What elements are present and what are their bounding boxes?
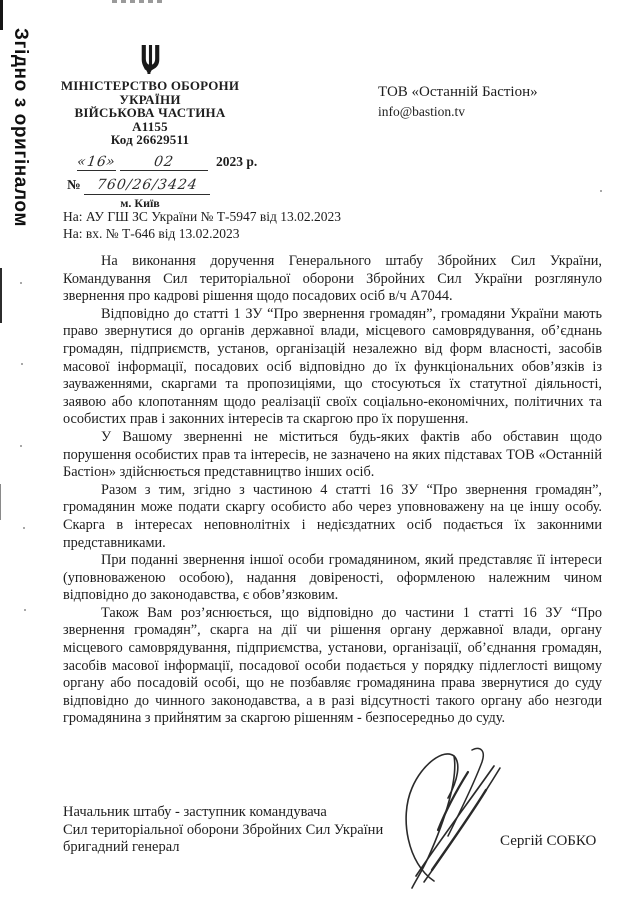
date-month-handwritten: 02 (152, 153, 176, 170)
reference-block (63, 208, 341, 242)
scan-speck (20, 282, 22, 284)
date-line (55, 153, 258, 171)
signer-title-line: бригадний генерал (63, 839, 180, 856)
scan-speck (20, 445, 22, 447)
body-paragraph: Відповідно до статті 1 ЗУ “Про звернення громадян”, громадяни України мають право звернутися до органів державної влади, місцевого самоврядування, об’єднань громадян, підприємств, установ, організацій незалежно від форм власності, засобів масової інформації, посадових осіб відповідно до їх функціональних обов’язків із зауваженнями, скаргами та пропозиціями, що стосуються їх статутної діяльності, заявою або клопотанням щодо реалізації своїх соціально-економічних, політичних та особистих прав і законних інтересів та скаргою про їх порушення. (63, 305, 602, 428)
scan-edge-artifact (0, 268, 2, 323)
body-paragraph: Також Вам роз’яснюється, що відповідно до частини 1 статті 16 ЗУ “Про звернення громадян”, скарга на дії чи рішення органу державної влади, органу місцевого самоврядування, підприємства, установи, організації, об’єднання громадян, засобів масової інформації, посадової особи подається у порядку підлеглості вищому органу або посадовій особі, що не позбавляє громадянина права звернутися до суду відповідно до чинного законодавства, а в разі відсутності такого органу або незгоди громадянина з прийнятим за скаргою рішенням - безпосередньо до суду. (63, 604, 602, 727)
signer-name: Сергій СОБКО (500, 833, 597, 849)
signer-title-block (63, 804, 383, 857)
cut-off-text-artifact (112, 0, 164, 3)
letterhead (55, 44, 258, 211)
document-number-label: № (67, 176, 81, 192)
recipient-block (378, 84, 538, 120)
signature-autograph (398, 738, 520, 890)
document-number-handwritten: 760/26/3424 (95, 176, 199, 193)
scan-edge-artifact (0, 484, 1, 520)
unit-number: А1155 (132, 118, 168, 134)
body-paragraph: На виконання доручення Генерального штабу Збройних Сил України, Командування Сил територіальної оборони Збройних Сил України розглянуло звернення про кадрові рішення щодо посадових осіб в/ч А7044. (63, 253, 602, 305)
signer-title-line: Сил територіальної оборони Збройних Сил України (63, 821, 384, 838)
recipient-name: ТОВ «Останній Бастіон» (378, 84, 538, 100)
ministry-name-line-1: МІНІСТЕРСТВО ОБОРОНИ (60, 78, 240, 93)
reference-line: На: АУ ГШ ЗС України № Т-5947 від 13.02.2023 (63, 209, 342, 224)
reference-line: На: вх. № Т-646 від 13.02.2023 (63, 226, 240, 241)
body-paragraph: Разом з тим, згідно з частиною 4 статті 16 ЗУ “Про звернення громадян”, громадянин може подати скаргу особисто або через уповноважену на це іншу особу. Скарга в інтересах неповнолітніх і недієздатних осіб подається їх законними представниками. (63, 481, 602, 551)
recipient-email: info@bastion.tv (378, 104, 466, 119)
document-number-line (55, 177, 245, 195)
signer-title-line: Начальник штабу - заступник командувача (63, 804, 327, 820)
date-year: 2023 р. (215, 153, 258, 169)
date-day-handwritten: 16 (85, 153, 108, 170)
unit-code: Код 26629511 (110, 132, 190, 147)
scan-speck (24, 609, 26, 611)
date-close-quote: » (105, 153, 118, 170)
city-label: м. Київ (120, 195, 160, 210)
scan-speck (21, 363, 23, 365)
body-paragraph: У Вашому зверненні не міститься будь-яких фактів або обставин щодо порушення особистих прав та інтересів, не зазначено на яких підставах ТОВ «Останній Бастіон» здійснюється представництво інших осіб. (63, 428, 602, 481)
trident-emblem-icon (139, 44, 162, 75)
scan-edge-artifact (0, 0, 3, 30)
body-paragraph: При поданні звернення іншої особи громадянином, який представляє її інтереси (уповноваженою особою), надання довіреності, оформленою належним чином відповідно до законодавства, є обов’язковим. (63, 552, 602, 604)
scan-speck (600, 190, 602, 192)
letter-body (63, 253, 602, 728)
date-open-quote: « (75, 153, 88, 170)
certified-copy-stamp: Згідно з оригіналом (10, 28, 31, 227)
ministry-name-line-2: УКРАЇНИ (119, 91, 181, 107)
military-unit-line: ВІЙСЬКОВА ЧАСТИНА (74, 105, 226, 120)
scan-speck (23, 527, 25, 529)
